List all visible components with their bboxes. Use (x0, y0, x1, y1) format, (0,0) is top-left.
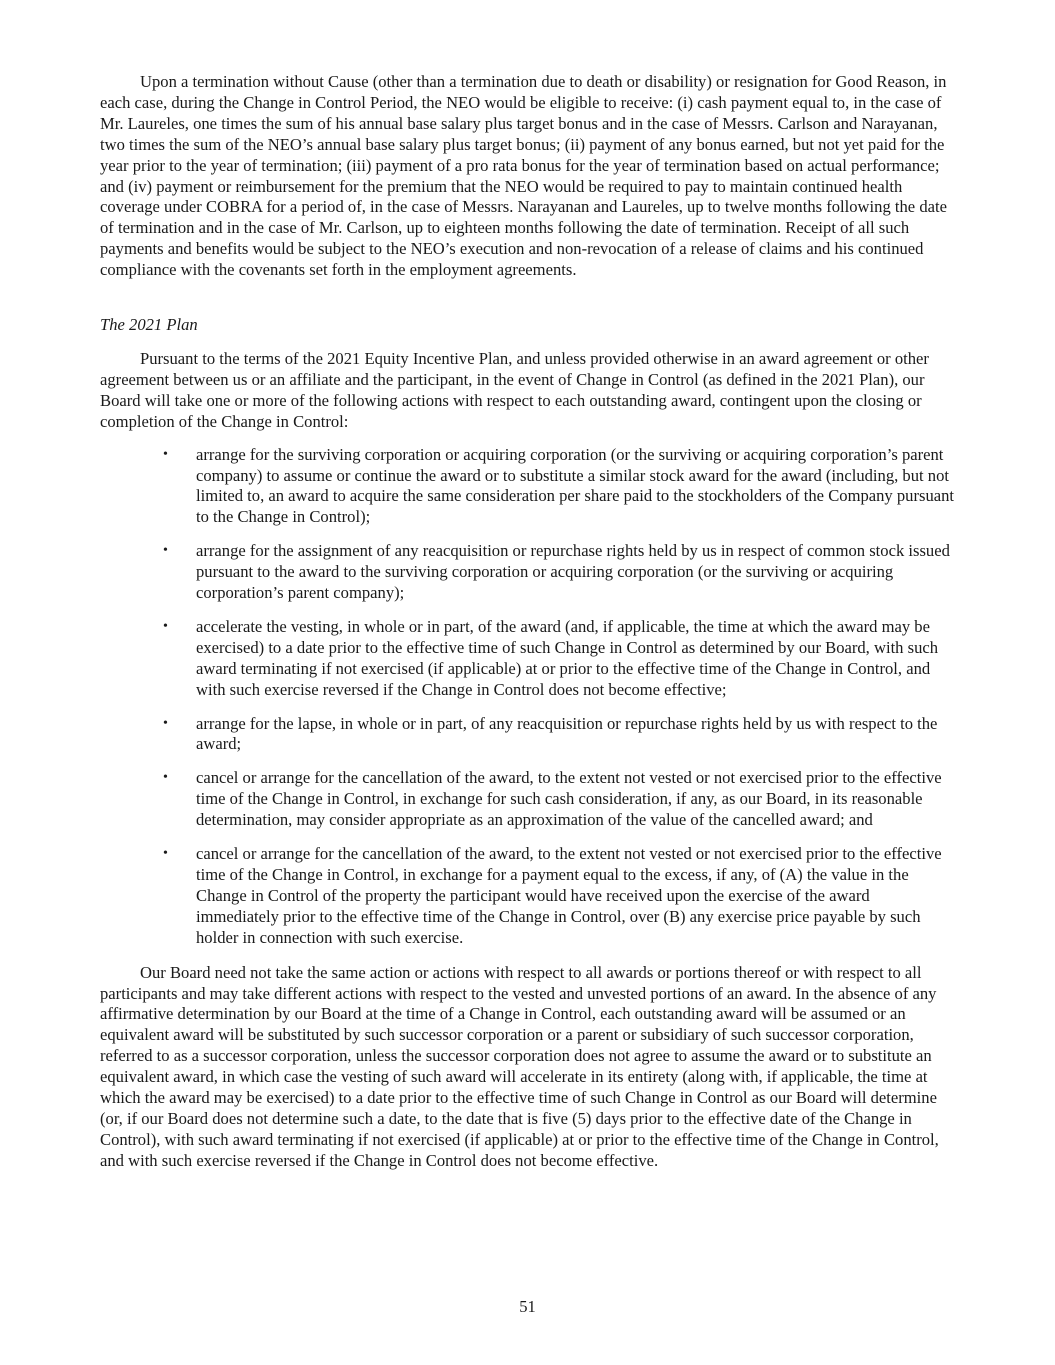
list-item-text: accelerate the vesting, in whole or in part, of the award (and, if applicable, the time at which the award may be exercised) to a date prior to the effective time of such Change in Control as determined by our Board, with such award terminating if not exercised (if applicable) at or prior to the effective time of the Change in Control, and with such exercise reversed if the Change in Control does not become effective; (196, 616, 939, 699)
list-item (100, 445, 956, 529)
paragraph-pursuant-to-plan: Pursuant to the terms of the 2021 Equity Incentive Plan, and unless provided otherwise in an award agreement or other agreement between us or an affiliate and the participant, in the event of Change in Control (as defined in the 2021 Plan), our Board will take one or more of the following actions with respect to each outstanding award, contingent upon the closing or completion of the Change in Control: (100, 348, 929, 431)
list-item (100, 844, 956, 949)
paragraph-board-actions: Our Board need not take the same action or actions with respect to all awards or portions thereof or with respect to all participants and may take different actions with respect to the vested and unvested portions of an award. In the absence of any affirmative determination by our Board at the time of a Change in Control, each outstanding award will be assumed or an equivalent award will be substituted by such successor corporation or a parent or subsidiary of such successor corporation, referred to as a successor corporation, unless the successor corporation does not agree to assume the award or to substitute an equivalent award, in which case the vesting of such award will accelerate in its entirety (along with, if applicable, the time at which the award may be exercised) to a date prior to the effective time of such Change in Control as our Board will determine (or, if our Board does not determine such a date, to the date that is five (5) days prior to the effective date of the Change in Control), with such award terminating if not exercised (if applicable) at or prior to the effective time of the Change in Control, and with such exercise reversed if the Change in Control does not become effective. (100, 962, 939, 1170)
change-in-control-actions-list (100, 445, 956, 949)
list-item-text: arrange for the assignment of any reacquisition or repurchase rights held by us in respect of common stock issued pursuant to the award to the surviving corporation or acquiring corporation (or the surviving or acquiring corporation’s parent company); (196, 541, 950, 603)
list-item-text: arrange for the surviving corporation or acquiring corporation (or the surviving or acquiring corporation’s parent company) to assume or continue the award or to substitute a similar stock award for the award (including, but not limited to, an award to acquire the same consideration per share paid to the stockholders of the Company pursuant to the Change in Control); (196, 444, 955, 527)
section-heading-the-2021-plan: The 2021 Plan (100, 315, 198, 335)
list-item-text: cancel or arrange for the cancellation of the award, to the extent not vested or not exercised prior to the effective time of the Change in Control, in exchange for such cash consideration, if any, as our Board, in its reasonable determination, may consider appropriate as an approximation of the value of the cancelled award; and (196, 768, 942, 830)
list-item-text: arrange for the lapse, in whole or in part, of any reacquisition or repurchase rights held by us with respect to the award; (196, 713, 938, 754)
bullet-icon: • (163, 618, 168, 634)
page-number: 51 (519, 1297, 536, 1316)
bullet-icon: • (163, 543, 168, 559)
bullet-icon: • (163, 715, 168, 731)
list-item (100, 617, 956, 701)
page-content (100, 72, 956, 1172)
list-item-text: cancel or arrange for the cancellation of the award, to the extent not vested or not exercised prior to the effective time of the Change in Control, in exchange for a payment equal to the excess, if any, of (A) the value in the Change in Control of the property the participant would have received upon the exercise of the award immediately prior to the effective time of the Change in Control, over (B) any exercise price payable by such holder in connection with such exercise. (196, 844, 942, 947)
paragraph-termination-without-cause: Upon a termination without Cause (other than a termination due to death or disability) or resignation for Good Reason, in each case, during the Change in Control Period, the NEO would be eligible to receive: (i) cash payment equal to, in the case of Mr. Laureles, one times the sum of his annual base salary plus target bonus and in the case of Messrs. Carlson and Narayanan, two times the sum of the NEO’s annual base salary plus target bonus; (ii) payment of any bonus earned, but not yet paid for the year prior to the year of termination; (iii) payment of a pro rata bonus for the year of termination based on actual performance; and (iv) payment or reimbursement for the premium that the NEO would be required to pay to maintain continued health coverage under COBRA for a period of, in the case of Messrs. Narayanan and Laureles, up to twelve months following the date of termination and in the case of Mr. Carlson, up to eighteen months following the date of termination. Receipt of all such payments and benefits would be subject to the NEO’s execution and non-revocation of a release of claims and his continued compliance with the covenants set forth in the employment agreements. (100, 72, 947, 280)
bullet-icon: • (163, 846, 168, 862)
bullet-icon: • (163, 446, 168, 462)
list-item (100, 768, 956, 831)
list-item (100, 714, 956, 756)
list-item (100, 541, 956, 604)
bullet-icon: • (163, 770, 168, 786)
